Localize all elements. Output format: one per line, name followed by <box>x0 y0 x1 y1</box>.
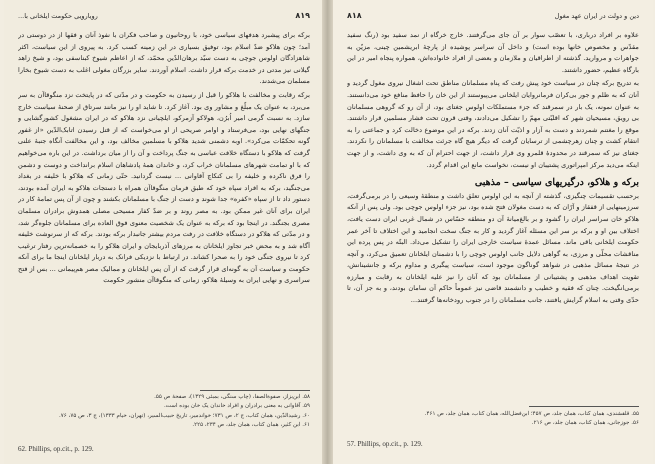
left-paragraph-2: برکه رقابت و مخالفت با هلاکو را قبل از رسیدن به حکومت و در مدّتی که در پایتخت نزد منگوقاآن به سر می‌برد، به عنوان یک مبلّغ و مشاور وی بود. آغاز کرد. تا شاید او را نیز مانند سرتاق از صحنهٔ سیاست خارج سازد. به نسبت گرمی امیر اُبرُن، هولاکو آزمرکو، ایلچیانی نزد هلاکو که در ایران مشغول کشورگشایی و جنگهای نهایی بود، می‌فرستاد و اوامر صریحی از او می‌خواست که از قتل رسیدن اتابک‌الدّین «از غفور گونه تحکمّات می‌کرد». اوبه دشمنی شدید هلاکو با مسلمین مخالف بود، و این مخالفت آنگاه جنبهٔ علنی گرفت که هلاکو با دستگاه خلافت عباسی به جنگ پرداخت و آن را از میان برداشت. در این باره می‌خواهیم که با او تمامت شهرهای مسلمانان خراب کرد، و خاندان همهٔ پادشاهان اسلام برانداخت و دوست و دشمن را فرق ناکرده و خلیفه را بی کنکاچ آقاوانی ... نیست گردانید. حتّی زمانی که هلاکو با خلیفه در بغداد می‌جنگید، برکه به افراد سپاه خود که طبق فرمان منگوقاآن همراه با دستجات هلاکو به ایران آمده بودند، دستور داد تا از سپاه «کفره» جدا شوند و دست از جنگ با مسلمانان بکشند و چون از آن پس تمامهٔ کار در ایران برای آنان غیر ممکن بود. به مصر روند و بر ضدّ کفار مسیحی مصلی همدوش برادران مسلمان مصری بجنگند. در اینجا بود که برکه به عنوان یک شخصیت معنوی فوق العاده برای مسلمانان جلوه‌گر شد، و در مدّتی که هلاکو در دستگاه خلافت در رفت مردم بیشتر جانبدار برکه بودند. برکه که از سرنوشت خلیفه آگاه شد و به محض خبر تجاوز ایلخانان به مرزهای آذربایجان و ایران هلاکو را به خصمانه‌ترین رفتار ترغیب کرد تا نیروی جنگی خود را به صحرا کشاند. در ارتباط با نزدیکی فرانک به دربار ایلخانان اینجا ما برای آنکه حکومت و سیاست آن به گونه‌ای قرار گرفت که از آن پس ایلخانان و ممالیک مصر هم‌پیمانی ... بس از فتح سراسری و نهایی ایران به وسیلهٔ هلاکو، زمانی که منگوقاآن منشور حکومت <box>18 90 310 285</box>
right-page-number: ۸۱۸ <box>347 11 362 20</box>
left-footnote-60: ۶۰. رشیدالدّین، همان کتاب، ج ۲، ص ۷۳۱؛ خواندمیر، تاریخ حبیب‌السیر، (تهران، خیام ۱۳۳۳)، ج ۳، ص ۷۵، ۷۶. <box>58 412 310 419</box>
right-footnote-56: ۵۶. جوزجانی، همان کتاب، همان جلد، ص ۲۱۶. <box>531 420 639 427</box>
right-body-text <box>347 30 639 400</box>
book-gutter <box>322 0 333 464</box>
right-footnote-55: ۵۵. قلقشندی، همان کتاب، همان جلد، ص ۴۵۷؛ ابن‌فضل‌الله، همان کتاب، همان جلد، ص ۴۶۱. <box>424 411 639 417</box>
right-footnotes <box>347 410 639 429</box>
section-heading: برکه و هلاکو، درگیریهای سیاسی – مذهبی <box>474 177 639 189</box>
left-latin-note: 62. Phillips, op.cit., p. 129. <box>18 445 94 453</box>
left-footnote-61: ۶۱. ابن کثیر، همان کتاب، همان جلد، ص ۲۳۴، ۲۲۵. <box>192 422 310 429</box>
right-paragraph-1: علاوه بر افراد درباری، با تعصّب سوار بر آن جای می‌گرفتند. خارج خرگاه از نمد سفید بود (رنگ سفید مقدّس و مخصوص خانها بوده است) و داخل آن سراسر پوشیده از پارچهٔ ابریشمین چینی، مزیّن به جواهرات و مروارید. گذشته از اطراقیان و ملازمان و بعضی از افراد خانواده‌اش، همواره پنجاه امیر در این بارگاه عظیم، حضور داشتند. <box>347 31 639 74</box>
left-page-header <box>18 12 310 24</box>
left-paragraph-1: برکه برای پیشبرد هدفهای سیاسی خود، با روحانیون و صاحب فکران با نفوذ آنان و فقها از در دوستی در آمد؛ چون هلاکو ضدّ اسلام بود، توفیق بسیاری در این زمینه کسب کرد. به پیروی از این سیاست، اکثر شاهزادگان اولوس جوچی به دست سیّد برهان‌الدّین محمّد، که از اعاظم شیوخ کبناسفی بود، و شیخ زاهد گیلانی نیز مدتی در خدمت برکه قرار داشت. اسلام آوردند. سایر بزرگان مغولی اغلب به دست شیوخ بخارا مسلمان می‌شدند. <box>18 31 310 86</box>
right-paragraph-3: برحسب تقسیمات چنگیزی، گذشته از آنچه به این اولوس تعلق داشت و منطقهٔ وسیعی را در برمی‌گرفت، سرزمینهایی از قفقاز و آرّان که به دست مغولان فتح شده بود، نیز جزء اولوس جوچی بود. ولی پس از آنکه هلاکو خان سراسر ایران را گشود و بر بالغ‌میانهٔ آن دو منطقه حسّاس در شمال غربی ایران دست یافت، اختلاف بین او و برکه بر سر این مسئله آغاز گردید و کار به جنگ سخت انجامید و این اختلاف تا آخر عمر حکومت ایلخانی باقی ماند. مسائل عمدهٔ سیاست خارجی ایران را تشکیل می‌داد. البتّه در پس پرده این مناقشات محلّی و مرزی، به گواهی دلایل جانب اولوس جوچی را با دشمنان ایلخانان تعمیق می‌کرد، و آنچه در نتیجهٔ مسائل مذهبی در شواهد گوناگون موجود است، سیاست پیگیری و مداوم برکه و جانشینانش، تقویت اهداف مذهبی و پشتیبانی از مسلمانان بود که آنان را نیز علیه ایلخانان به رقابت و مبارزه برمی‌انگیخت. چنان که فقیه و خطیب و دانشمند قاضی نیز عموماً حاکم آن سامان بودند، و به جز آن، تا حدّی وقتی به اسلام گرایش یافتند، جانب مسلمانان را در جنوب رودخانه‌ها گرفتند... <box>347 191 639 305</box>
left-running-title: رویارویی حکومت ایلخانی با... <box>18 12 98 20</box>
right-page <box>333 0 653 464</box>
left-footnote-rule <box>200 390 310 391</box>
left-footnote-58: ۵۸. ابن‌بزاز، صفوة‌الصفا، (چاپ سنگی، بمبئی ۱۳۲۹)، صفحهٔ ص ۵۵. <box>154 394 310 400</box>
left-page-number: ۸۱۹ <box>295 11 310 20</box>
left-footnote-59: ۵۹. آقاوانی به معنی برادران و افراد خاندان یک خان بوده است. <box>163 403 310 410</box>
left-body-text <box>18 30 310 386</box>
right-paragraph-2: به تدریج برکه چنان در سیاست خود پیش رفت که پناه مسلمانان مناطق تحت اشغال نیروی مغول گردید و آنان که به ظلم و جور بی‌کران فرمانروایان ایلخانی می‌پیوستند از این خان را حافظ منافع خود می‌دانستند. به عنوان نمونه، یک بار در سمرقند که جزء مستملکات اولوس جغتای بود، از آن رو که گروهی مسلمانان بی رویق، مسیحیان شهر که اقلیّتی مهمّ را تشکیل می‌دادند، وقتی قرون تحت فشار مسلمین قرار داشتند. موقع را مغتنم شمردند و دست به آزار و اذیّت آنان زدند. برکه در این موضوع دخالت کرد و جماعتی را به انتقام کشت و چنان زهرچشمی از ترسایان گرفت که دیگر هیچ گاه جرئت مخالفت با مسلمانان را نکردند. جغتای نیز که سمرقند در محدودهٔ قلمرو وی قرار داشت، از جهت احترام آن که به وی داشت، و از جهت اینکه می‌دید مرکز امپراتوری پشتیبان او نیست، نخواست مانع این اقدام گردد. <box>347 79 639 169</box>
right-latin-note: 57. Phillips, op.cit., p. 129. <box>347 440 423 448</box>
left-page <box>4 0 324 464</box>
left-footnotes <box>18 393 310 431</box>
right-footnote-rule <box>529 406 639 407</box>
right-running-title: دین و دولت در ایران عهد مغول <box>554 12 639 20</box>
right-page-header <box>347 12 639 24</box>
